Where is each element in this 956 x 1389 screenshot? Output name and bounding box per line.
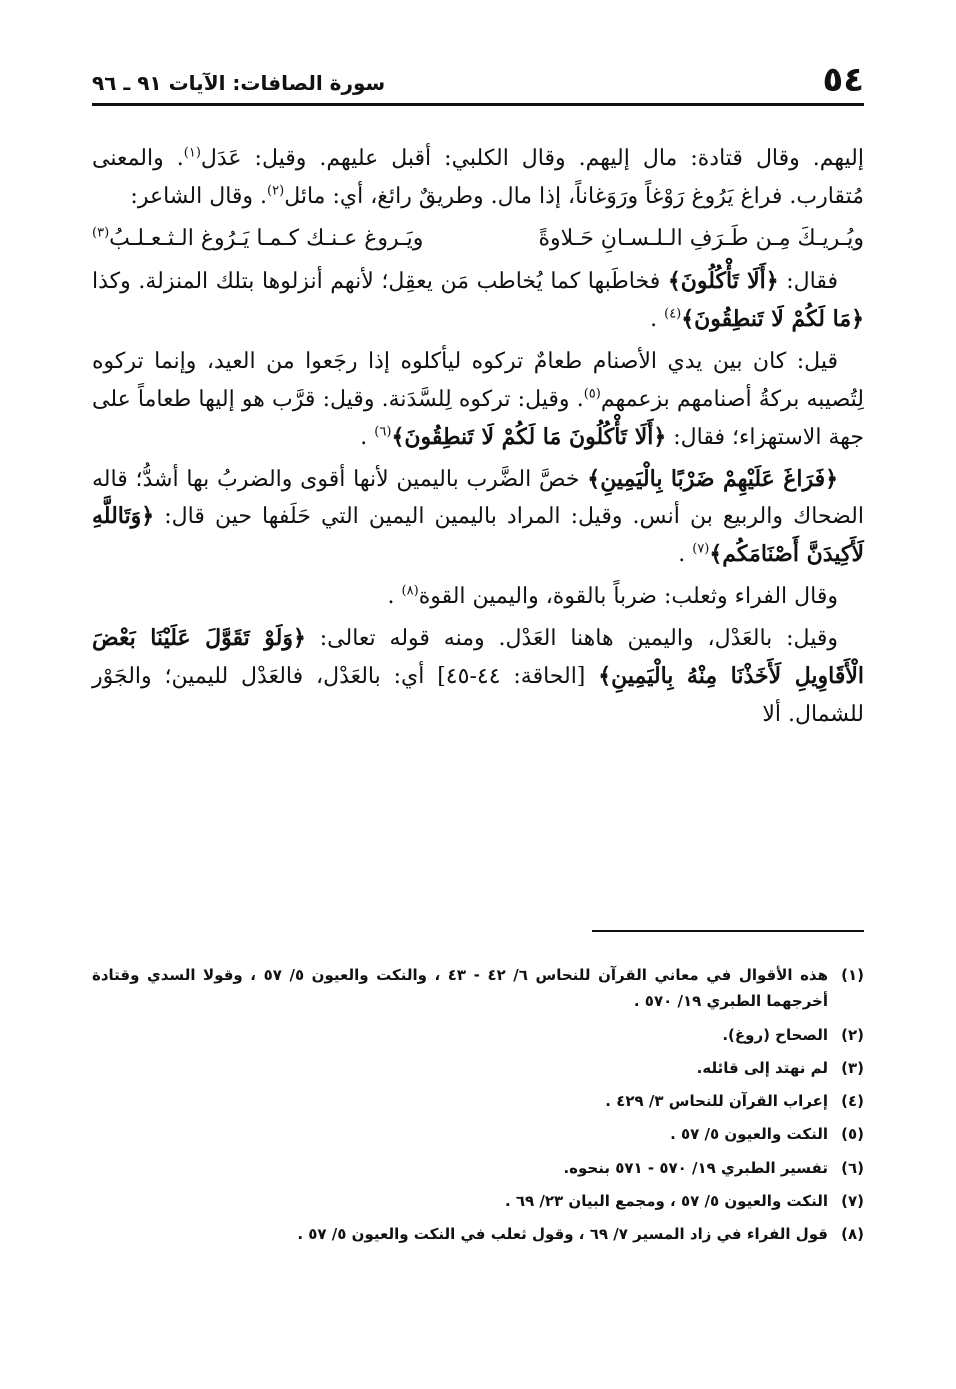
footnote-number: (١)	[841, 966, 864, 984]
paragraph-5	[92, 578, 864, 616]
footnote-number: (٥)	[841, 1125, 864, 1144]
text-run: .	[360, 424, 375, 450]
page-number: ٥٤	[822, 60, 864, 100]
footnote-ref: (٨)	[401, 583, 419, 599]
footnote-text: لم نهتد إلى قائله.	[696, 1058, 828, 1077]
footnote-number: (٧)	[841, 1191, 864, 1210]
footnote	[92, 1221, 864, 1247]
footnote-text: الصحاح (روغ).	[722, 1025, 828, 1044]
footnote	[92, 1088, 864, 1114]
text-run: . وقيل: تركوه لِلسَّدَنة. وقيل: قرَّب هو إليها طعاماً على جهة الاستهزاء؛ فقال:	[92, 386, 864, 450]
footnote	[92, 1022, 864, 1048]
footnote-number: (٣)	[841, 1058, 864, 1077]
quran-quote: ﴿وَتَاللَّهِ لَأَكِيدَنَّ أَصْنَامَكُم﴾	[92, 503, 864, 568]
footnote	[92, 1055, 864, 1081]
footnote-number: (٦)	[841, 1158, 864, 1177]
text-run: إليهم. وقال قتادة: مال إليهم. وقال الكلبي: أقبل عليهم. وقيل: عَدَل	[200, 146, 865, 171]
quran-quote: ﴿أَلَا تَأْكُلُونَ مَا لَكُمْ لَا تَنطِقُونَ﴾	[391, 423, 667, 450]
text-run: وقيل: بالعَدْل، واليمين هاهنا العَدْل. ومنه قوله تعالى:	[305, 625, 838, 651]
paragraph-1	[92, 140, 864, 216]
quran-quote: ﴿فَرَاغَ عَلَيْهِمْ ضَرْبًا بِالْيَمِينِ﴾	[587, 465, 839, 492]
text-run: .	[650, 307, 665, 333]
footnote-text: النكت والعيون ٥/ ٥٧ .	[670, 1125, 828, 1144]
footnote-number: (٤)	[841, 1092, 864, 1110]
text-run: فخاطَبها كما يُخاطب مَن يعقِل؛ لأنهم أنزلوها بتلك المنزلة. وكذا	[92, 269, 668, 295]
footnotes	[92, 962, 864, 1254]
footnote-ref: (٧)	[692, 541, 710, 557]
footnote-number: (٨)	[841, 1225, 864, 1243]
footnote-ref: (٢)	[267, 183, 285, 199]
footnote	[92, 1155, 864, 1181]
text-run: ويَـروغ عـنـك كـمـا يَـرُوغ الـثـعـلـبُ	[109, 225, 424, 251]
paragraph-6	[92, 620, 864, 733]
text-run: .	[678, 542, 693, 568]
footnote	[92, 1121, 864, 1147]
page-header	[92, 58, 864, 106]
text-run: . وقال الشاعر:	[130, 183, 268, 209]
footnote-separator	[592, 930, 864, 932]
footnote-text: هذه الأقوال في معاني القرآن للنحاس ٦/ ٤٢ - ٤٣ ، والنكت والعيون ٥/ ٥٧ ، وقولا السدي وقتادة أخرجهما الطبري ١٩/ ٥٧٠ .	[92, 966, 828, 1011]
quran-quote: ﴿أَلَا تَأْكُلُونَ﴾	[667, 268, 779, 295]
main-text	[92, 140, 864, 737]
footnote-number: (٢)	[841, 1025, 864, 1044]
paragraph-2	[92, 263, 864, 339]
text-run: خصَّ الضَّرب باليمين لأنها أقوى والضربُ بها أشدُّ؛ قاله الضحاك والربيع بن أنس. وقيل: المراد باليمين اليمين التي حَلَفها حين قال:	[92, 466, 864, 530]
paragraph-4	[92, 461, 864, 574]
footnote-ref: (٤)	[664, 306, 682, 322]
verse-first-hemistich: ويُـريـكَ مِـن طَـرَفِ الـلـسـانِ حَـلاوةً	[538, 225, 864, 251]
poetry-verse	[92, 220, 864, 258]
footnote	[92, 962, 864, 1015]
footnote-text: قول الفراء في زاد المسير ٧/ ٦٩ ، وقول ثعلب في النكت والعيون ٥/ ٥٧ .	[297, 1225, 828, 1243]
text-run: قيل: كان بين يدي الأصنام طعامٌ تركوه ليأكلوه إذا رجَعوا من العيد، وإنما تركوه لِتُصيبه بركةُ أصنامهم بزعمهم	[92, 349, 864, 412]
text-run: [الحاقة: ٤٤-٤٥] أي: بالعَدْل، فالعَدْل لليمين؛ والجَوْر للشمال. ألا	[92, 663, 864, 727]
running-title: سورة الصافات: الآيات ٩١ ـ ٩٦	[92, 71, 386, 95]
quran-quote: ﴿وَلَوْ تَقَوَّلَ عَلَيْنَا بَعْضَ الْأَقَاوِيلِ لَأَخَذْنَا مِنْهُ بِالْيَمِينِ﴾	[92, 624, 864, 689]
footnote	[92, 1188, 864, 1214]
footnote-ref: (٥)	[583, 386, 601, 402]
verse-second-hemistich	[92, 220, 423, 258]
quran-quote: ﴿مَا لَكُمْ لَا تَنطِقُونَ﴾	[681, 306, 864, 333]
footnote-text: النكت والعيون ٥/ ٥٧ ، ومجمع البيان ٢٣/ ٦٩ .	[504, 1191, 828, 1210]
paragraph-3	[92, 343, 864, 456]
footnote-ref: (١)	[183, 145, 201, 161]
text-run: .	[387, 584, 402, 610]
text-run: وقال الفراء وثعلب: ضرباً بالقوة، واليمين القوة	[418, 584, 838, 610]
footnote-text: تفسير الطبري ١٩/ ٥٧٠ - ٥٧١ بنحوه.	[563, 1158, 828, 1177]
footnote-ref: (٦)	[374, 424, 392, 440]
text-run: فقال:	[778, 269, 838, 295]
text-run: . والمعنى مُتقارب. فراغ يَرُوغ رَوْغاً ورَوَغاناً، إذا مال. وطريقٌ رائغ، أي: مائل	[92, 146, 864, 209]
footnote-ref: (٣)	[92, 225, 110, 241]
footnote-text: إعراب القرآن للنحاس ٣/ ٤٢٩ .	[605, 1092, 828, 1110]
